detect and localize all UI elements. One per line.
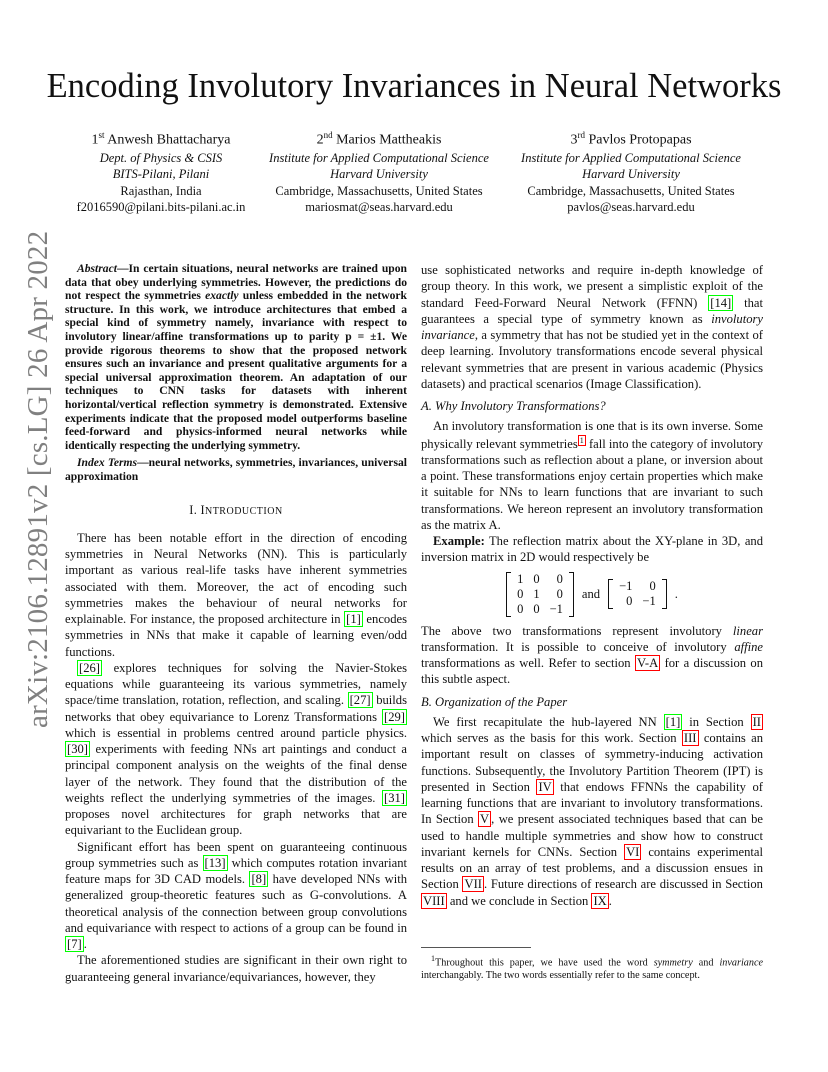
citation-link[interactable]: [13] xyxy=(204,855,226,870)
citation-link[interactable]: [29] xyxy=(384,709,405,724)
right-paragraph-4: We first recapitulate the hub-layered NN [1] in Section II which serves as the basis for this work. Section III contains an important result on classes of symmetry-inducing activation functions. Subsequently, the Involutory Partition Theorem (IPT) is presented in Section IV that endows FFNNs the capability of learning functions that are invariant to involutory transformations. In Section V , we present associated techniques based that can be used to handle multiple symmetries and show how to construct invariant kernels for CNNs. Section VI contains experimental results on an array of test problems, and a discussion ensues in Section VII . Future directions of research are discussed in Section VIII and we conclude in Section IX . xyxy=(421,714,763,908)
right-paragraph-1: use sophisticated networks and require in-depth knowledge of group theory. In this work, we present a simplistic exploit of the standard Feed-Forward Neural Network (FFNN) [14] that guarantees a special type of symmetry known as involutory invariance, a symmetry that has not be studied yet in the context of deep learning. Involutory transformations encode several physical relevant symmetries that are present in various academic (Physics datasets) and practical scenarios (Image Classification). xyxy=(421,263,763,391)
citation-link[interactable]: [31] xyxy=(384,790,405,805)
author-name: Anwesh Bhattacharya xyxy=(107,132,231,148)
inversion-matrix: −1 0 0 −1 xyxy=(608,579,667,609)
paper-title: Encoding Involutory Invariances in Neural Networks xyxy=(46,67,782,105)
section-link[interactable]: III xyxy=(683,731,697,746)
section-link[interactable]: II xyxy=(752,714,761,729)
right-paragraph-3: The above two transformations represent involutory linear transformation. It is possible to conceive of involutory affine transformations as well. Refer to section V-A for a discussion on this subtle aspect. xyxy=(421,623,763,687)
author-dept: Dept. of Physics & CSIS xyxy=(99,150,223,165)
intro-paragraph-3: Significant effort has been spent on guaranteeing continuous group symmetries such as [13] which computes rotation invariant feature maps for 3D CAD models. [8] have developed NNs with generalized group-theoretic features such as G-convolutions. A theoretical analysis of the connection between group convolutions and equivariance with respect to actions of a group can be found in [7] . xyxy=(65,839,407,951)
citation-link[interactable]: [1] xyxy=(346,612,361,626)
section-link[interactable]: VIII xyxy=(423,893,445,908)
arxiv-stamp: arXiv:2106.12891v2 [cs.LG] 26 Apr 2022 xyxy=(22,230,54,728)
author-org: BITS-Pilani, Pilani xyxy=(112,167,210,182)
citation-link[interactable]: [30] xyxy=(67,742,88,756)
author-email: f2016590@pilani.bits-pilani.ac.in xyxy=(76,200,246,215)
author-org: Harvard University xyxy=(330,167,428,182)
subsection-heading-a: A. Why Involutory Transformations? xyxy=(421,399,606,413)
author-location: Cambridge, Massachusetts, United States xyxy=(527,183,735,198)
footnote-text: $^1$Throughout this paper, we have used the word symmetry and invariance interchangably. The two words essentially refer to the same concept. xyxy=(421,954,764,982)
citation-link[interactable]: [1] xyxy=(665,714,681,729)
citation-link[interactable]: [26] xyxy=(79,660,100,675)
intro-paragraph-1: There has been notable effort in the direction of encoding symmetries in Neural Networks (NN). This is particularly important as various real-life tasks have inherent symmetries associated with them. Moreover, the act of encoding such symmetries makes the behaviour of neural networks for explainable. For instance, the proposed architecture in [1] encodes symmetries in NNs that make it capable of learning even/odd functions. xyxy=(65,530,407,659)
author-2: 2nd Marios Mattheakis Institute for Applied Computational Science Harvard University Cambridge, Massachusetts, United States mariosmat@seas.harvard.edu xyxy=(254,126,504,216)
author-location: Cambridge, Massachusetts, United States xyxy=(275,183,483,198)
author-email: pavlos@seas.harvard.edu xyxy=(567,200,695,215)
subsection-heading-b: B. Organization of the Paper xyxy=(421,694,568,709)
footnote xyxy=(421,947,763,982)
author-location: Rajasthan, India xyxy=(120,183,202,198)
section-link[interactable]: VI xyxy=(626,844,640,859)
reflection-matrix: 1 0 0 0 1 0 0 0 −1 xyxy=(506,572,574,617)
author-dept: Institute for Applied Computational Science xyxy=(269,150,489,165)
author-1: 1st Anwesh Bhattacharya Dept. of Physics & CSIS BITS-Pilani, Pilani Rajasthan, India f2016590@pilani.bits-pilani.ac.in xyxy=(56,126,266,216)
matrix-period: . xyxy=(674,587,678,602)
example-paragraph: Example: The reflection matrix about the XY-plane in 3D, and inversion matrix in 2D would respectively be xyxy=(421,534,763,565)
author-name: Pavlos Protopapas xyxy=(588,132,692,148)
section-link[interactable]: IX xyxy=(593,893,607,908)
author-email: mariosmat@seas.harvard.edu xyxy=(305,200,453,215)
abstract: Abstract—In certain situations, neural networks are trained upon data that obey underlying symmetries. However, the predictions do not respect the symmetries exactly unless embedded in the network structure. In this work, we introduce architectures that embed a special kind of symmetry namely, invariance with respect to involutory linear/affine transformations up to parity p = ±1. We provide rigorous theorems to show that the proposed network ensures such an invariance and present qualitative arguments for a special universal approximation theorem. An adaptation of our techniques to CNN tasks for datasets with inherent horizontal/vertical reflection symmetry is demonstrated. Extensive experiments indicate that the proposed model outperforms baseline feed-forward and physics-informed neural networks while identically respecting the underlying symmetry. xyxy=(65,262,407,452)
intro-paragraph-2: [26] explores techniques for solving the Navier-Stokes equations while guaranteeing its various symmetries, namely space/time translation, rotation, reflection, and scaling. [27] builds networks that obey equivariance to Lorenz Transformations [29] which is essential in problems centred around particle physics. [30] experiments with feeding NNs art paintings and conduct a principal component analysis on the weights of the final dense layer of the network. They found that the distribution of the weights reflect the underlying symmetries of the images. [31] proposes novel architectures for graph networks that are equivariant to the Euclidean group. xyxy=(65,660,407,838)
section-link[interactable]: V xyxy=(480,812,490,827)
right-paragraph-2: An involutory transformation is one that is its own inverse. Some physically relevant symmetries $^1$ fall into the category of involutory transformations such as reflection about a plane, or inversion about a point. These transformations enjoy certain properties which make it suitable for NNs to learn functions that are invariant to such transformations. We hereon represent an involutory transformation as the matrix A. xyxy=(421,419,763,532)
author-dept: Institute for Applied Computational Science xyxy=(521,150,741,165)
index-terms: Index Terms—neural networks, symmetries, invariances, universal approximation xyxy=(65,456,407,483)
citation-link[interactable]: [27] xyxy=(349,693,371,708)
section-link[interactable]: VII xyxy=(464,877,482,892)
author-3: 3rd Pavlos Protopapas Institute for Applied Computational Science Harvard University Cambridge, Massachusetts, United States pavlos@seas.harvard.edu xyxy=(506,126,756,216)
citation-link[interactable]: [7] xyxy=(67,937,82,951)
section-link[interactable]: V-A xyxy=(636,656,659,671)
right-column xyxy=(421,262,763,909)
author-block xyxy=(64,126,764,216)
author-name: Marios Mattheakis xyxy=(336,132,442,148)
intro-paragraph-4: The aforementioned studies are significant in their own right to guaranteeing general invariance/equivariances, however, they xyxy=(65,953,407,984)
author-org: Harvard University xyxy=(582,167,680,182)
matrix-equation xyxy=(421,572,763,617)
matrix-and: and xyxy=(581,587,601,602)
footnote-link[interactable]: 1 xyxy=(579,435,584,445)
citation-link[interactable]: [8] xyxy=(251,872,267,886)
footnote-rule xyxy=(421,947,531,948)
section-heading-introduction: I. INTRODUCTION xyxy=(189,502,283,517)
citation-link[interactable]: [14] xyxy=(710,295,732,310)
left-column xyxy=(65,262,407,985)
section-link[interactable]: IV xyxy=(538,779,552,794)
